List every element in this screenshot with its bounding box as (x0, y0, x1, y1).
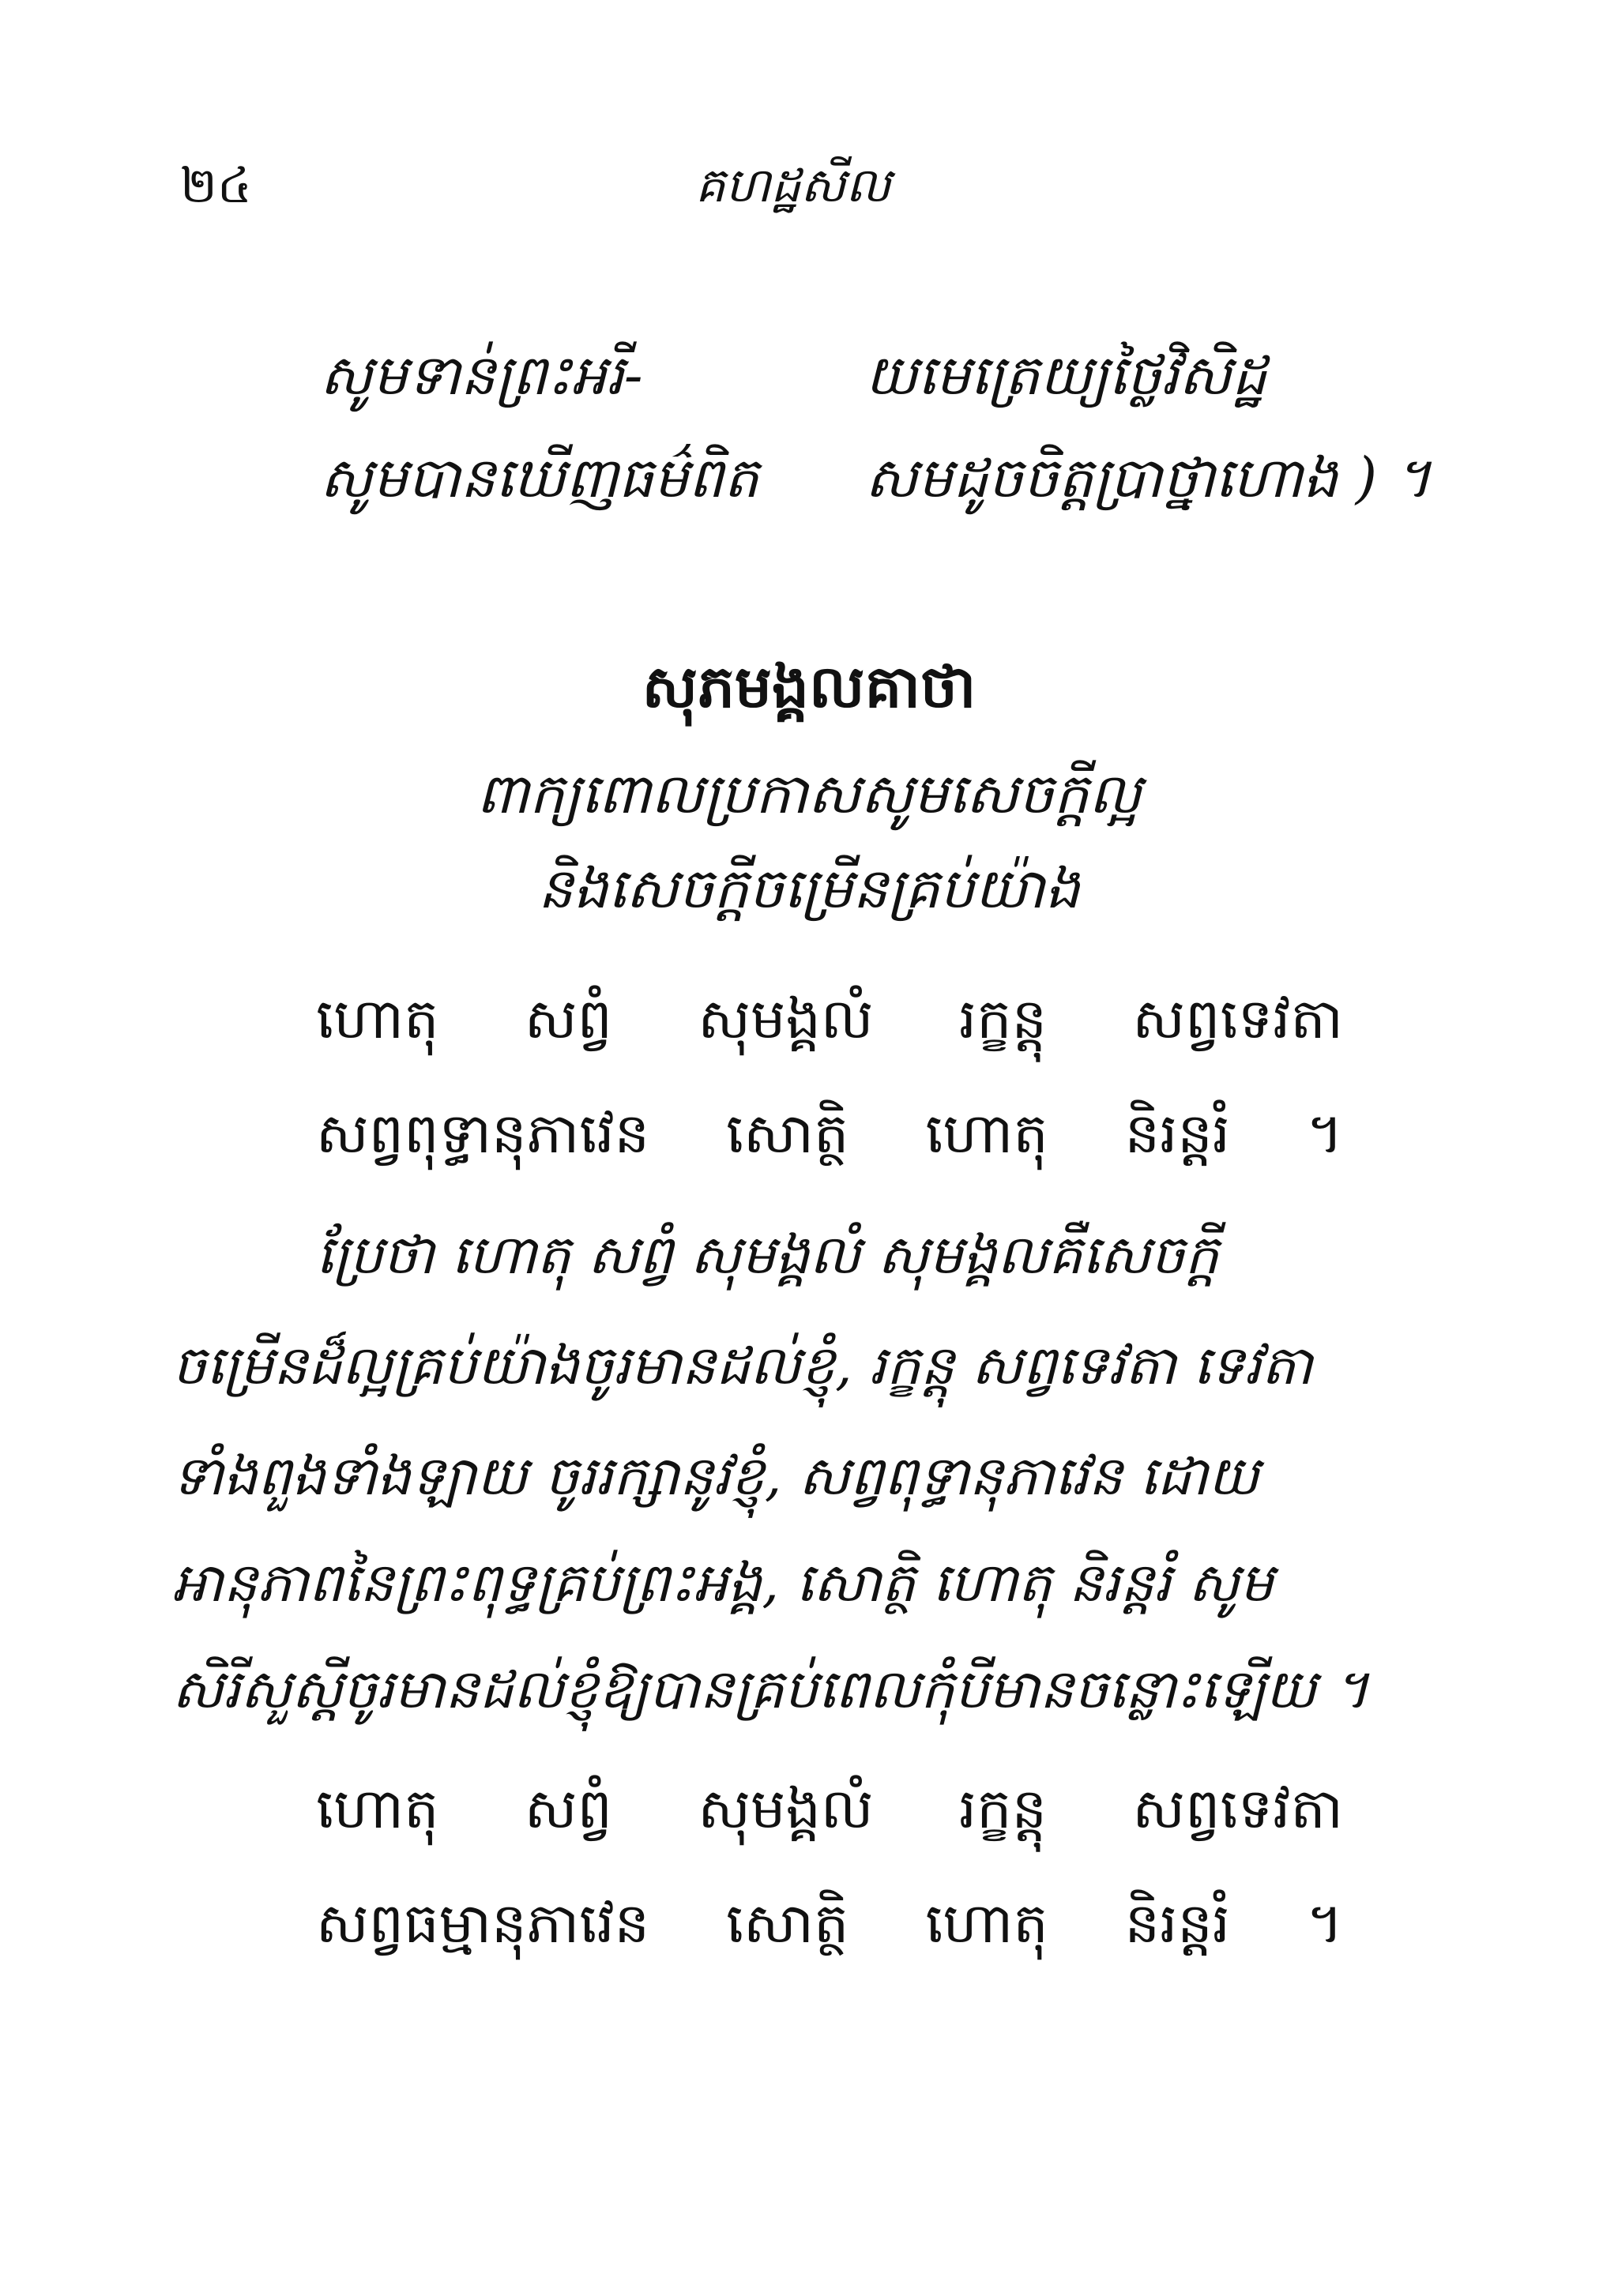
pali-verse-line (316, 1757, 1343, 1860)
pali-word: សព្វំ (524, 1776, 612, 1841)
pali-word: និរន្តរំ (1124, 1891, 1230, 1956)
pali-word: សព្វំ (524, 986, 612, 1051)
pali-word: សព្វធម្មានុភាវេន (316, 1891, 650, 1956)
prose-line: អានុភាពនៃព្រះពុទ្ធគ្រប់ព្រះអង្គ, សោត្ថិ ហោតុ និរន្តរំ សូម (172, 1552, 1274, 1614)
pali-word: សុមង្គលំ (698, 986, 874, 1051)
pali-word: សព្វទេវតា (1132, 1776, 1343, 1841)
verse-line (0, 328, 1618, 423)
section-title: សុភមង្គលគាថា (642, 653, 976, 721)
prose-line: ប្រែថា ហោតុ សព្វំ សុមង្គលំ សុមង្គលគឺសេចក្តី (316, 1224, 1219, 1287)
pali-word: រក្ខន្តុ (958, 1776, 1048, 1841)
running-title: គហដ្ឋសីល (695, 158, 891, 213)
pali-word: និរន្តរំ (1124, 1101, 1230, 1166)
verse-line (0, 430, 1618, 525)
pali-word: រក្ខន្តុ (958, 986, 1048, 1051)
pali-word: សោត្ថិ (725, 1101, 849, 1166)
verse-right: សមដូចចិត្តប្រាថ្នាហោង ) ។ (865, 445, 1432, 510)
pali-word: ហោតុ (316, 1776, 439, 1841)
pali-word: សុមង្គលំ (698, 1776, 874, 1841)
verse-left: សូមបានឃើញធម៌ពិត (320, 445, 759, 510)
prose-line: ចម្រើនដ៏ល្អគ្រប់យ៉ាងចូរមានដល់ខ្ញុំ, រក្ខន្តុ សព្វទេវតា ទេវតា (172, 1335, 1313, 1397)
verse-right: យមេត្រេយ្យថ្លៃវិសិដ្ឋ (865, 343, 1267, 408)
pali-verse-line (316, 968, 1343, 1070)
pali-verse-line (316, 1082, 1343, 1185)
pali-word: ។ (1306, 1101, 1343, 1166)
pali-verse-line (316, 1872, 1343, 1975)
pali-word: សព្វពុទ្ធានុភាវេន (316, 1101, 650, 1166)
prose-line: សិរីសួស្តីចូរមានដល់ខ្ញុំឱ្យបានគ្រប់ពេលកុំបីមានចន្លោះឡើយ ។ (172, 1659, 1369, 1721)
page-number: ២៤ (180, 156, 252, 214)
pali-word: ហោតុ (316, 986, 439, 1051)
section-subtitle: ពាក្យពោលប្រកាសសូមសេចក្តីល្អ (476, 761, 1142, 826)
pali-word: ហោតុ (925, 1891, 1048, 1956)
pali-word: សព្វទេវតា (1132, 986, 1343, 1051)
verse-left: សូមទាន់ព្រះអរី- (320, 343, 643, 408)
section-subtitle: និងសេចក្តីចម្រើនគ្រប់យ៉ាង (538, 856, 1080, 921)
pali-word: សោត្ថិ (725, 1891, 849, 1956)
page-header (0, 150, 1618, 221)
pali-word: ។ (1306, 1891, 1343, 1956)
pali-word: ហោតុ (925, 1101, 1048, 1166)
prose-line: ទាំងពួងទាំងឡាយ ចូររក្សានូវខ្ញុំ, សព្វពុទ្ធានុភាវេន ដោយ (172, 1445, 1259, 1508)
